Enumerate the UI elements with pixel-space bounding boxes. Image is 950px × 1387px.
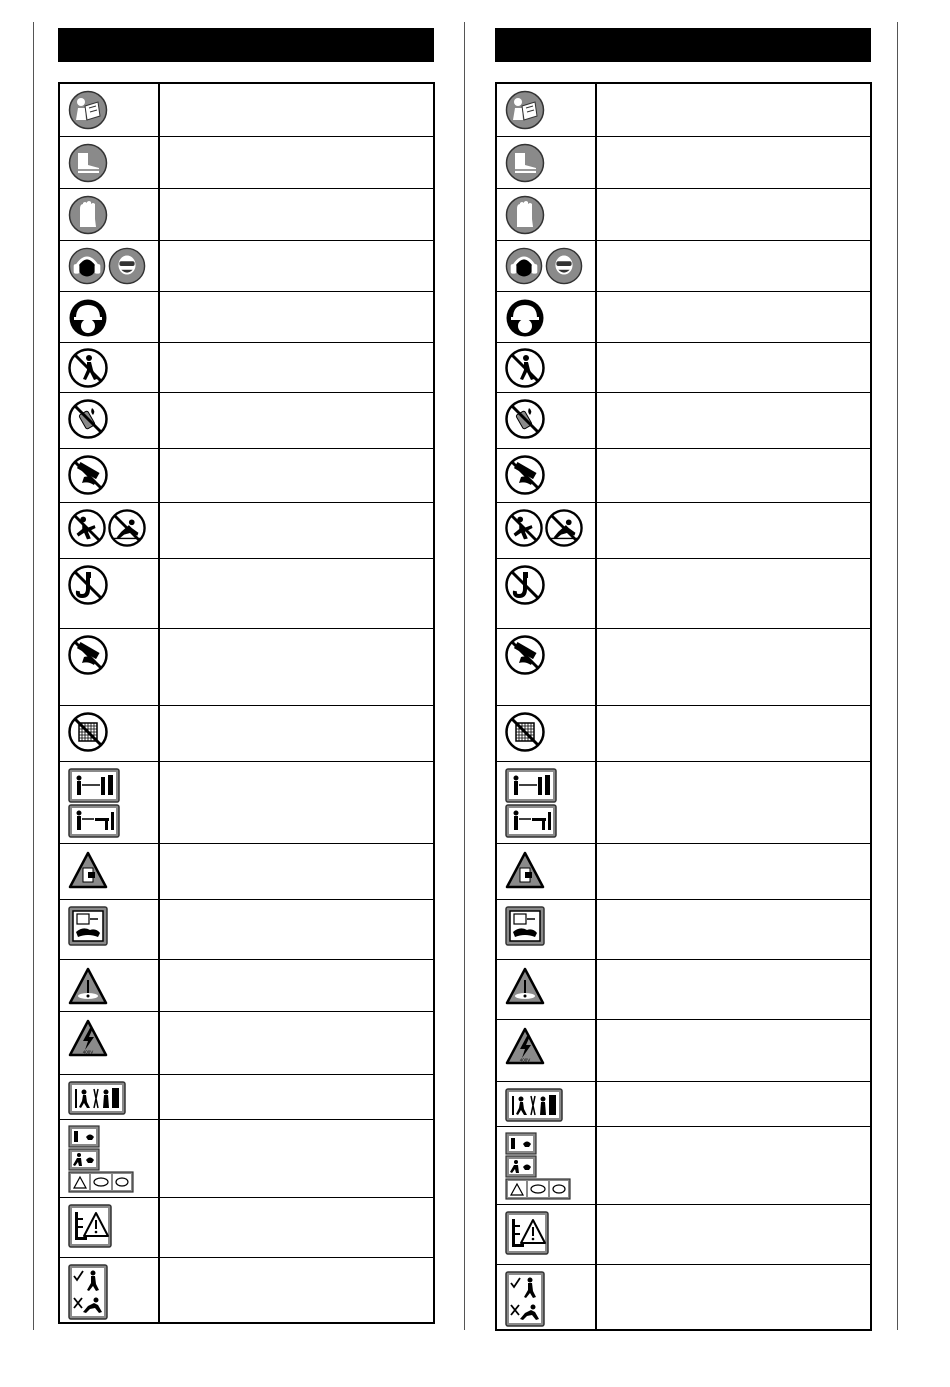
crush-hazard-icon xyxy=(505,850,545,890)
symbol-description xyxy=(160,1012,433,1074)
symbol-description xyxy=(597,449,870,502)
pictogram-cell xyxy=(60,559,158,628)
symbol-description xyxy=(160,189,433,240)
operator-position-icon xyxy=(505,1088,563,1122)
symbol-row xyxy=(60,1120,433,1198)
no-falling-icon xyxy=(108,509,146,547)
symbol-description xyxy=(160,960,433,1011)
symbol-description xyxy=(597,241,870,291)
no-hand-tool-icon xyxy=(505,635,545,675)
high-voltage-icon xyxy=(68,1018,108,1058)
pictogram-cell xyxy=(60,189,158,240)
pictogram-cell xyxy=(60,629,158,705)
symbol-description xyxy=(597,137,870,188)
symbol-row xyxy=(497,393,870,449)
left-header-bar xyxy=(58,28,434,62)
symbol-description xyxy=(160,137,433,188)
symbol-row xyxy=(60,343,433,393)
symbol-description xyxy=(597,559,870,628)
right-margin-rule xyxy=(897,22,898,1330)
pictogram-cell xyxy=(497,1205,595,1264)
symbol-description xyxy=(597,844,870,899)
keep-distance-icon xyxy=(68,768,120,838)
pictogram-cell xyxy=(60,1075,158,1119)
no-hook-lifting-icon xyxy=(68,565,108,605)
symbol-row xyxy=(60,900,433,960)
pictogram-cell xyxy=(60,449,158,502)
svg-text:400V: 400V xyxy=(82,1049,94,1055)
ear-protection-icon xyxy=(505,247,543,285)
tip-over-warning-icon xyxy=(505,1211,549,1255)
symbol-row xyxy=(497,292,870,343)
symbol-row xyxy=(60,960,433,1012)
pictogram-cell xyxy=(497,84,595,136)
no-slipping-icon xyxy=(505,509,543,547)
pictogram-cell xyxy=(497,629,595,705)
symbol-description xyxy=(597,629,870,705)
safety-helmet-icon xyxy=(505,298,545,338)
symbol-description xyxy=(160,449,433,502)
symbol-description xyxy=(160,343,433,392)
symbol-description xyxy=(597,900,870,959)
operating-procedure-icon xyxy=(505,1132,571,1200)
symbol-description xyxy=(597,393,870,448)
symbol-description xyxy=(597,1265,870,1333)
left-symbol-table xyxy=(58,82,435,1324)
correct-incorrect-posture-icon xyxy=(68,1264,108,1320)
symbol-row xyxy=(497,960,870,1020)
symbol-description xyxy=(160,503,433,558)
symbol-row xyxy=(497,1082,870,1127)
symbol-description xyxy=(597,189,870,240)
symbol-row xyxy=(60,137,433,189)
no-hand-tool-icon xyxy=(68,635,108,675)
symbol-row xyxy=(60,189,433,241)
pictogram-cell xyxy=(60,1120,158,1197)
symbol-row xyxy=(497,629,870,706)
protective-gloves-icon xyxy=(68,195,108,235)
symbol-description xyxy=(160,241,433,291)
symbol-description xyxy=(160,292,433,342)
symbol-description xyxy=(597,343,870,392)
safety-boots-icon xyxy=(505,143,545,183)
symbol-description xyxy=(597,960,870,1019)
safety-boots-icon xyxy=(68,143,108,183)
right-header-bar xyxy=(495,28,871,62)
symbol-row xyxy=(497,1265,870,1333)
pictogram-cell xyxy=(60,1012,158,1074)
pictogram-cell xyxy=(60,241,158,291)
symbol-row xyxy=(60,1012,433,1075)
safety-helmet-icon xyxy=(68,298,108,338)
pictogram-cell xyxy=(497,292,595,342)
symbol-row xyxy=(60,706,433,762)
symbol-row xyxy=(60,292,433,343)
surface-hazard-icon xyxy=(505,966,545,1006)
no-lighter-icon xyxy=(505,399,545,439)
symbol-description xyxy=(160,706,433,761)
pictogram-cell xyxy=(497,241,595,291)
pictogram-cell xyxy=(497,393,595,448)
symbol-row xyxy=(497,844,870,900)
pictogram-cell xyxy=(60,343,158,392)
symbol-description xyxy=(597,706,870,761)
no-slipping-icon xyxy=(68,509,106,547)
symbol-description xyxy=(597,1020,870,1081)
pictogram-cell xyxy=(60,393,158,448)
surface-hazard-icon xyxy=(68,966,108,1006)
symbol-row xyxy=(60,762,433,844)
symbol-row xyxy=(60,559,433,629)
protective-gloves-icon xyxy=(505,195,545,235)
symbol-row xyxy=(497,503,870,559)
symbol-row xyxy=(497,1020,870,1082)
pictogram-cell xyxy=(60,706,158,761)
read-manual-icon xyxy=(505,90,545,130)
hand-injury-warning-icon xyxy=(68,906,108,946)
no-lighter-icon xyxy=(68,399,108,439)
no-hand-tool-icon xyxy=(68,455,108,495)
pictogram-cell xyxy=(497,900,595,959)
symbol-row xyxy=(60,1258,433,1326)
pictogram-cell xyxy=(497,559,595,628)
symbol-description xyxy=(160,629,433,705)
pictogram-cell xyxy=(497,960,595,1019)
symbol-row xyxy=(497,1127,870,1205)
symbol-description xyxy=(160,559,433,628)
pictogram-cell xyxy=(60,900,158,959)
symbol-row xyxy=(60,629,433,706)
symbol-row xyxy=(497,449,870,503)
pictogram-cell xyxy=(497,343,595,392)
symbol-description xyxy=(597,292,870,342)
symbol-description xyxy=(160,1075,433,1119)
symbol-row xyxy=(60,1198,433,1258)
pictogram-cell xyxy=(60,844,158,899)
pictogram-cell xyxy=(497,503,595,558)
symbol-row xyxy=(60,449,433,503)
symbol-row xyxy=(60,241,433,292)
symbol-row xyxy=(497,241,870,292)
symbol-description xyxy=(160,393,433,448)
symbol-description xyxy=(597,84,870,136)
correct-incorrect-posture-icon xyxy=(505,1271,545,1327)
pictogram-cell xyxy=(497,844,595,899)
pictogram-cell xyxy=(497,762,595,843)
pictogram-cell xyxy=(60,960,158,1011)
crush-hazard-icon xyxy=(68,850,108,890)
no-falling-icon xyxy=(545,509,583,547)
pictogram-cell xyxy=(497,1265,595,1333)
pictogram-cell xyxy=(60,1198,158,1257)
no-hand-tool-icon xyxy=(505,455,545,495)
symbol-description xyxy=(160,762,433,843)
symbol-description xyxy=(597,503,870,558)
face-mask-icon xyxy=(545,247,583,285)
symbol-row xyxy=(497,189,870,241)
pictogram-cell xyxy=(60,762,158,843)
symbol-row xyxy=(60,1075,433,1120)
symbol-row xyxy=(60,393,433,449)
symbol-row xyxy=(60,503,433,559)
symbol-row xyxy=(497,1205,870,1265)
center-divider-rule xyxy=(464,22,465,1330)
no-pedestrians-icon xyxy=(505,348,545,388)
symbol-row xyxy=(60,84,433,137)
pictogram-cell xyxy=(60,503,158,558)
symbol-row xyxy=(497,559,870,629)
symbol-row xyxy=(497,900,870,960)
pictogram-cell xyxy=(497,1127,595,1204)
symbol-description xyxy=(160,1120,433,1197)
pictogram-cell xyxy=(60,292,158,342)
symbol-row xyxy=(60,844,433,900)
symbol-row xyxy=(497,343,870,393)
left-margin-rule xyxy=(33,22,34,1330)
pictogram-cell xyxy=(60,84,158,136)
symbol-row xyxy=(497,706,870,762)
no-pedestrians-icon xyxy=(68,348,108,388)
symbol-description xyxy=(160,1198,433,1257)
pictogram-cell xyxy=(497,449,595,502)
symbol-row xyxy=(497,137,870,189)
symbol-row xyxy=(497,84,870,137)
operating-procedure-icon xyxy=(68,1125,134,1193)
symbol-description xyxy=(160,84,433,136)
symbol-description xyxy=(597,762,870,843)
symbol-description xyxy=(597,1205,870,1264)
keep-distance-icon xyxy=(505,768,557,838)
no-hook-lifting-icon xyxy=(505,565,545,605)
high-voltage-icon xyxy=(505,1026,545,1066)
ear-protection-icon xyxy=(68,247,106,285)
pictogram-cell xyxy=(497,1020,595,1081)
symbol-description xyxy=(160,900,433,959)
pictogram-cell xyxy=(497,706,595,761)
right-symbol-table xyxy=(495,82,872,1331)
symbol-description xyxy=(597,1127,870,1204)
face-mask-icon xyxy=(108,247,146,285)
symbol-description xyxy=(597,1082,870,1126)
no-grid-platform-icon xyxy=(505,712,545,752)
pictogram-cell xyxy=(60,1258,158,1326)
pictogram-cell xyxy=(497,1082,595,1126)
pictogram-cell xyxy=(497,189,595,240)
tip-over-warning-icon xyxy=(68,1204,112,1248)
hand-injury-warning-icon xyxy=(505,906,545,946)
symbol-row xyxy=(497,762,870,844)
svg-text:400V: 400V xyxy=(519,1057,531,1063)
operator-position-icon xyxy=(68,1081,126,1115)
symbol-description xyxy=(160,844,433,899)
read-manual-icon xyxy=(68,90,108,130)
pictogram-cell xyxy=(497,137,595,188)
pictogram-cell xyxy=(60,137,158,188)
symbol-description xyxy=(160,1258,433,1326)
no-grid-platform-icon xyxy=(68,712,108,752)
